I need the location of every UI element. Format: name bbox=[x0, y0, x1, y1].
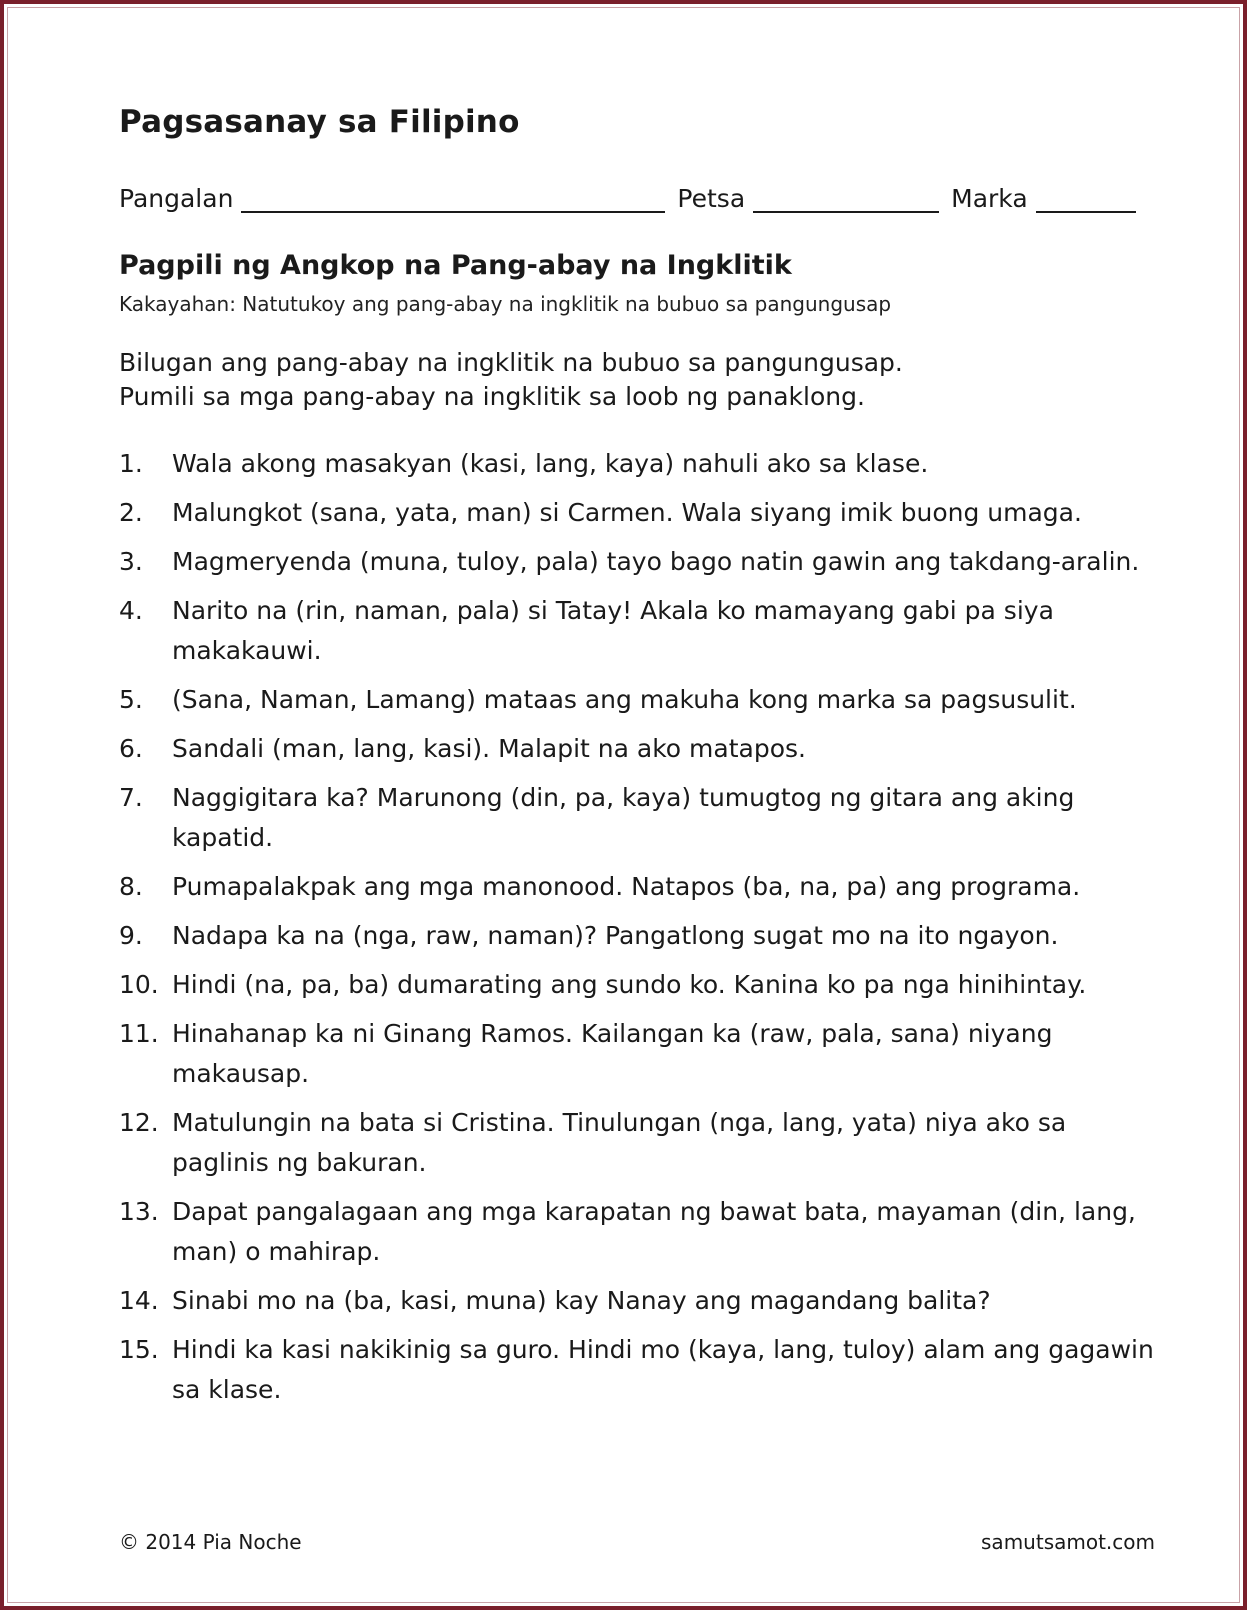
website-link[interactable]: samutsamot.com bbox=[981, 1530, 1155, 1554]
list-item bbox=[119, 542, 1169, 582]
list-item bbox=[119, 493, 1169, 533]
item-number: 10. bbox=[119, 970, 159, 999]
item-number: 5. bbox=[119, 685, 143, 714]
item-number: 14. bbox=[119, 1286, 159, 1315]
item-text: Hindi (na, pa, ba) dumarating ang sundo ko. Kanina ko pa nga hinihintay. bbox=[172, 970, 1087, 999]
list-item bbox=[119, 729, 1169, 769]
date-blank[interactable] bbox=[753, 189, 939, 213]
item-text: Hindi ka kasi nakikinig sa guro. Hindi mo (kaya, lang, tuloy) alam ang gagawin sa klase. bbox=[172, 1335, 1154, 1404]
instructions bbox=[119, 346, 903, 414]
item-text: Nadapa ka na (nga, raw, naman)? Pangatlong sugat mo na ito ngayon. bbox=[172, 921, 1059, 950]
list-item bbox=[119, 867, 1169, 907]
list-item bbox=[119, 1103, 1169, 1183]
exercise-list bbox=[119, 444, 1169, 1419]
list-item bbox=[119, 1014, 1169, 1094]
date-label: Petsa bbox=[677, 184, 746, 213]
item-text: Narito na (rin, naman, pala) si Tatay! Akala ko mamayang gabi pa siya makakauwi. bbox=[172, 596, 1054, 665]
item-text: Malungkot (sana, yata, man) si Carmen. Wala siyang imik buong umaga. bbox=[172, 498, 1082, 527]
item-number: 13. bbox=[119, 1197, 159, 1226]
list-item bbox=[119, 444, 1169, 484]
item-text: Pumapalakpak ang mga manonood. Natapos (ba, na, pa) ang programa. bbox=[172, 872, 1081, 901]
item-number: 3. bbox=[119, 547, 143, 576]
item-text: Matulungin na bata si Cristina. Tinulungan (nga, lang, yata) niya ako sa paglinis ng bakuran. bbox=[172, 1108, 1067, 1177]
instruction-line: Pumili sa mga pang-abay na ingklitik sa loob ng panaklong. bbox=[119, 382, 865, 411]
item-number: 6. bbox=[119, 734, 143, 763]
item-number: 1. bbox=[119, 449, 143, 478]
item-text: Wala akong masakyan (kasi, lang, kaya) nahuli ako sa klase. bbox=[172, 449, 929, 478]
item-text: (Sana, Naman, Lamang) mataas ang makuha kong marka sa pagsusulit. bbox=[172, 685, 1077, 714]
item-number: 12. bbox=[119, 1108, 159, 1137]
score-blank[interactable] bbox=[1036, 189, 1136, 213]
name-blank[interactable] bbox=[241, 189, 665, 213]
item-text: Magmeryenda (muna, tuloy, pala) tayo bago natin gawin ang takdang-aralin. bbox=[172, 547, 1140, 576]
item-number: 15. bbox=[119, 1335, 159, 1364]
copyright-text: © 2014 Pia Noche bbox=[119, 1530, 302, 1554]
list-item bbox=[119, 1330, 1169, 1410]
item-number: 11. bbox=[119, 1019, 159, 1048]
list-item bbox=[119, 778, 1169, 858]
item-text: Dapat pangalagaan ang mga karapatan ng bawat bata, mayaman (din, lang, man) o mahirap. bbox=[172, 1197, 1136, 1266]
item-text: Sinabi mo na (ba, kasi, muna) kay Nanay ang magandang balita? bbox=[172, 1286, 991, 1315]
list-item bbox=[119, 965, 1169, 1005]
list-item bbox=[119, 1192, 1169, 1272]
item-number: 7. bbox=[119, 783, 143, 812]
score-label: Marka bbox=[951, 184, 1028, 213]
list-item bbox=[119, 680, 1169, 720]
student-info-row bbox=[119, 184, 1164, 213]
item-number: 9. bbox=[119, 921, 143, 950]
item-number: 4. bbox=[119, 596, 143, 625]
name-label: Pangalan bbox=[119, 184, 234, 213]
skill-description: Kakayahan: Natutukoy ang pang-abay na ingklitik na bubuo sa pangungusap bbox=[119, 292, 892, 316]
page-title: Pagsasanay sa Filipino bbox=[119, 104, 520, 140]
item-number: 2. bbox=[119, 498, 143, 527]
item-number: 8. bbox=[119, 872, 143, 901]
item-text: Sandali (man, lang, kasi). Malapit na ako matapos. bbox=[172, 734, 806, 763]
list-item bbox=[119, 591, 1169, 671]
instruction-line: Bilugan ang pang-abay na ingklitik na bubuo sa pangungusap. bbox=[119, 348, 903, 377]
list-item bbox=[119, 916, 1169, 956]
section-title: Pagpili ng Angkop na Pang-abay na Ingklitik bbox=[119, 250, 792, 281]
item-text: Hinahanap ka ni Ginang Ramos. Kailangan ka (raw, pala, sana) niyang makausap. bbox=[172, 1019, 1053, 1088]
item-text: Naggigitara ka? Marunong (din, pa, kaya) tumugtog ng gitara ang aking kapatid. bbox=[172, 783, 1075, 852]
list-item bbox=[119, 1281, 1169, 1321]
